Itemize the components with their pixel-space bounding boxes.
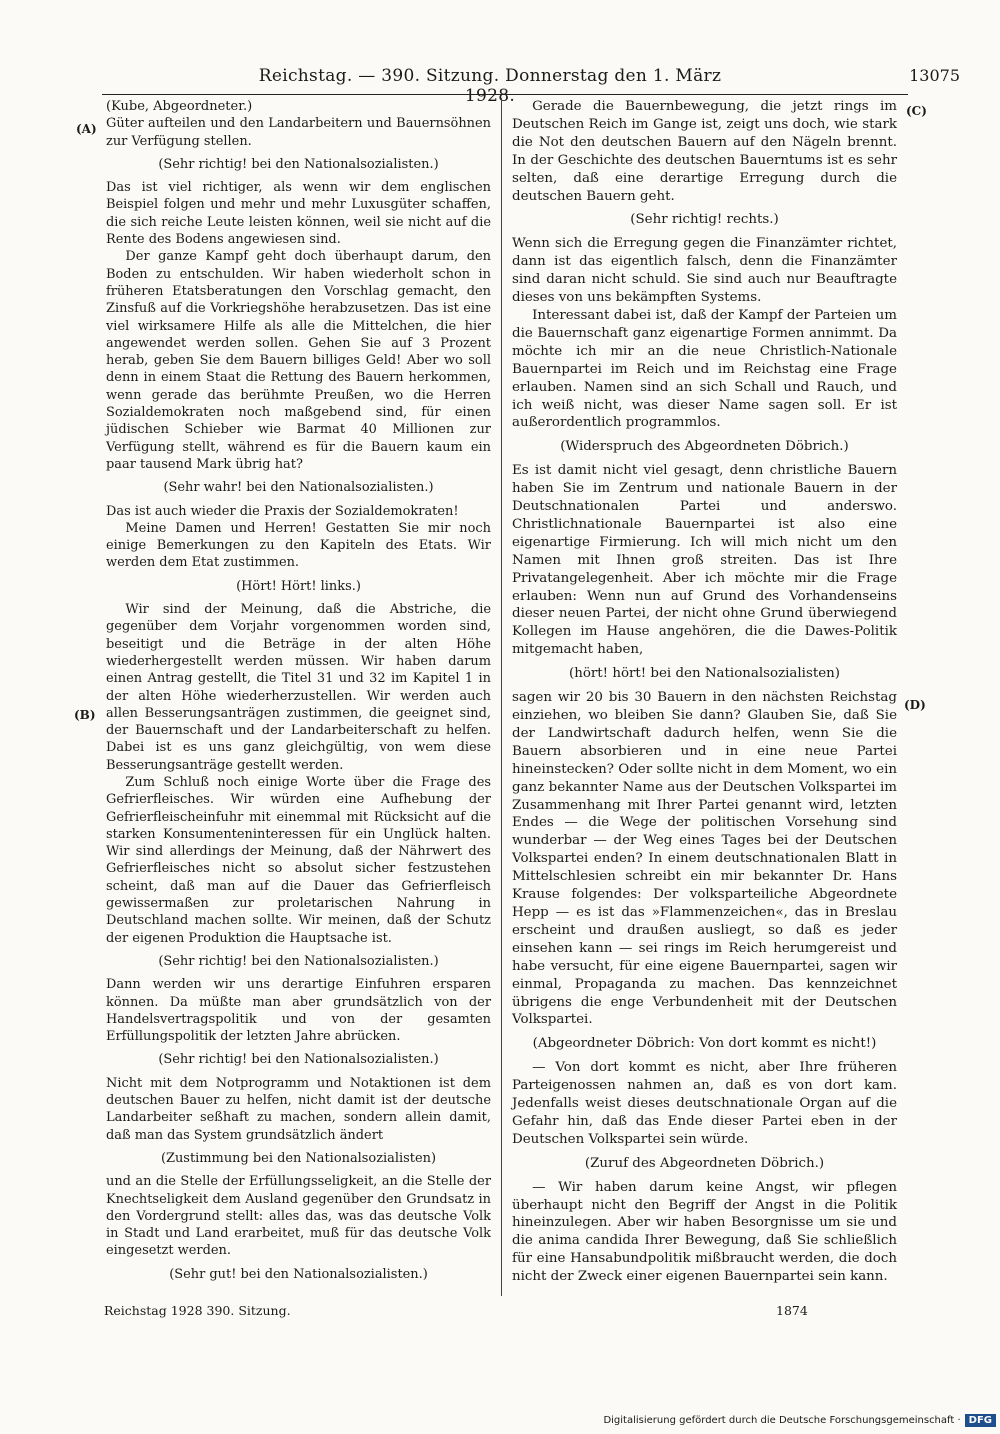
margin-marker-c: (C)	[906, 104, 927, 118]
interjection: (Zuruf des Abgeordneten Döbrich.)	[584, 1155, 825, 1171]
paragraph: Dann werden wir uns derartige Einfuhren ersparen können. Da müßte man aber grundsätzlich von der Handelsvertragspolitik und von der gesamten Erfüllungspolitik der letzten Jahre abrücken.	[106, 977, 491, 1045]
funding-text: Digitalisierung gefördert durch die Deutsche Forschungsgemeinschaft ·	[603, 1415, 961, 1426]
paragraph: Interessant dabei ist, daß der Kampf der Parteien um die Bauernschaft ganz eigenartige Formen annimmt. Da möchte ich mir an die neue Christlich-Nationale Bauernpartei im Reich und im Reichstag eine Frage erlauben. Namen sind an sich Schall und Rauch, und ich weiß nicht, was dieser Name sagen soll. Er ist außerordentlich programmlos.	[512, 307, 897, 431]
paragraph: — Wir haben darum keine Angst, wir pflegen überhaupt nicht den Begriff der Angst in die Politik hineinzulegen. Aber wir haben Besorgnisse um sie und die anima candida Ihrer Bewegung, daß Sie schließlich für eine Hansabundpolitik mißbraucht werden, die doch nicht der Zweck einer eigenen Bauernpartei sein kann.	[512, 1179, 897, 1285]
paragraph: Güter aufteilen und den Landarbeitern und Bauernsöhnen zur Verfügung stellen.	[106, 116, 491, 149]
interjection: (Widerspruch des Abgeordneten Döbrich.)	[560, 439, 849, 455]
interjection: (Abgeordneter Döbrich: Von dort kommt es nicht!)	[532, 1036, 877, 1052]
interjection: (Sehr richtig! rechts.)	[630, 212, 779, 228]
paragraph: Wir sind der Meinung, daß die Abstriche, die gegenüber dem Vorjahr vorgenommen worden sind, beseitigt und die Beträge in der alten Höhe wiederhergestellt werden müssen. Wir haben darum einen Antrag gestellt, die Titel 31 und 32 im Kapitel 1 in der alten Höhe wiederherzustellen. Wir werden auch allen Besserungsanträgen zustimmen, die geeignet sind, der Bauernschaft und der Landarbeiterschaft zu helfen. Dabei ist es uns ganz gleichgültig, von wem diese Besserungsanträge gestellt werden.	[106, 602, 491, 773]
margin-marker-a: (A)	[76, 122, 97, 136]
dfg-logo: DFG	[965, 1414, 996, 1427]
paragraph: — Von dort kommt es nicht, aber Ihre früheren Parteigenossen nahmen an, daß es von dort kam. Jedenfalls weist dieses deutschnationale Organ auf die Gefahr hin, daß das Ende dieser Partei eben in der Deutschen Volkspartei sein würde.	[512, 1060, 897, 1147]
interjection: (hört! hört! bei den Nationalsozialisten)	[568, 666, 840, 682]
interjection: (Zustimmung bei den Nationalsozialisten)	[160, 1150, 437, 1166]
paragraph: Gerade die Bauernbewegung, die jetzt rings im Deutschen Reich im Gange ist, zeigt uns doch, wie stark die Not den deutschen Bauern auf den Nägeln brennt. In der Geschichte des deutschen Bauerntums ist es sehr selten, daß eine derartige Erregung durch die deutschen Bauern geht.	[512, 99, 897, 204]
interjection: (Sehr richtig! bei den Nationalsozialisten.)	[158, 1052, 439, 1068]
speaker-label: (Kube, Abgeordneter.)	[106, 99, 253, 114]
funding-note	[600, 1414, 996, 1427]
paragraph: sagen wir 20 bis 30 Bauern in den nächsten Reichstag einziehen, wo bleiben Sie dann? Glauben Sie, daß Sie der Landwirtschaft dadurch helfen, wenn Sie die Bauern absorbieren und in eine neue Partei hineinstecken? Oder sollte nicht in dem Moment, wo ein ganz bekannter Name aus der Deutschen Volkspartei im Zusammenhang mit Ihrer Partei genannt wird, letzten Endes — die Wege der politischen Vorsehung sind wunderbar — der Weg eines Tages bei der Deutschen Volkspartei enden? In einem deutschnationalen Blatt in Mittelschlesien schreibt ein mir bekannter Dr. Hans Krause folgendes: Der volksparteiliche Abgeordnete Hepp — es ist das »Flammenzeichen«, das in Breslau erscheint und draußen ausliegt, so daß es jeder einsehen kann — sei rings im Reich herumgereist und habe versucht, für eine eigene Bauernpartei, sagen wir einmal, Propaganda zu machen. Das kennzeichnet übrigens die enge Verbundenheit mit der Deutschen Volkspartei.	[512, 690, 897, 1028]
paragraph: und an die Stelle der Erfüllungsseligkeit, an die Stelle der Knechtseligkeit dem Ausland gegenüber den Grundsatz in den Vordergrund stellt: alles das, was das deutsche Volk in Stadt und Land erarbeitet, muß für das deutsche Volk eingesetzt werden.	[106, 1174, 491, 1259]
page-number: 13075	[909, 66, 960, 85]
paragraph: Es ist damit nicht viel gesagt, denn christliche Bauern haben Sie im Zentrum und nationale Bauern in der Deutschnationalen Partei und anderswo. Christlichnationale Bauernpartei ist also eine eigenartige Firmierung. Ich will mich nicht um den Namen mit Ihnen groß streiten. Das ist Ihre Privatangelegenheit. Aber ich möchte mir die Frage erlauben: Wenn nun auf Grund des Vorhandenseins dieser neuen Partei, der nicht ohne Grund überwiegend Kollegen im Hause angehören, die die Dawes-Politik mitgemacht haben,	[512, 463, 897, 658]
paragraph: Das ist auch wieder die Praxis der Sozialdemokraten!	[106, 503, 459, 519]
footer-left: Reichstag 1928 390. Sitzung.	[104, 1303, 291, 1318]
right-column	[512, 98, 897, 1286]
paragraph: Nicht mit dem Notprogramm und Notaktionen ist dem deutschen Bauer zu helfen, nicht damit ist der deutsche Landarbeiter seßhaft zu machen, sondern allein damit, daß man das System grundsätzlich ändert	[106, 1075, 491, 1143]
paragraph: Zum Schluß noch einige Worte über die Frage des Gefrierfleisches. Wir würden eine Aufhebung der Gefrierfleischeinfuhr mit einemmal mit Rücksicht auf die starken Konsumenteninteressen für ein Unglück halten. Wir sind allerdings der Meinung, daß der Nährwert des Gefrierfleisches nicht so absolut sicher festzustehen scheint, daß man auf die Dauer das Gefrierfleisch gewissermaßen zur proletarischen Nahrung in Deutschland machen sollte. Wir meinen, daß der Schutz der eigenen Produktion die Hauptsache ist.	[106, 774, 491, 946]
interjection: (Sehr richtig! bei den Nationalsozialisten.)	[158, 156, 439, 172]
left-column	[106, 98, 491, 1289]
interjection: (Sehr gut! bei den Nationalsozialisten.)	[169, 1266, 428, 1282]
margin-marker-d: (D)	[904, 698, 926, 712]
interjection: (Hört! Hört! links.)	[236, 578, 361, 594]
header-title: Reichstag. — 390. Sitzung. Donnerstag den 1. März 1928.	[258, 66, 722, 106]
column-divider	[501, 98, 502, 1296]
footer-sheet-number: 1874	[776, 1303, 808, 1318]
paragraph: Wenn sich die Erregung gegen die Finanzämter richtet, dann ist das eigentlich falsch, denn die Finanzämter sind daran nicht schuld. Sie sind auch nur Beauftragte dieses von uns bekämpften Systems.	[512, 236, 897, 306]
paragraph: Das ist viel richtiger, als wenn wir dem englischen Beispiel folgen und mehr und mehr Luxusgüter schaffen, die sich reiche Leute leisten können, weil sie nicht auf die Rente des Bodens angewiesen sind.	[106, 180, 491, 248]
paragraph: Meine Damen und Herren! Gestatten Sie mir noch einige Bemerkungen zu den Kapiteln des Etats. Wir werden dem Etat zustimmen.	[106, 520, 491, 571]
interjection: (Sehr wahr! bei den Nationalsozialisten.)	[163, 480, 434, 496]
header-rule	[102, 94, 908, 95]
paragraph: Der ganze Kampf geht doch überhaupt darum, den Boden zu entschulden. Wir haben wiederholt schon in früheren Etatsberatungen den Vorschlag gemacht, den Zinsfuß auf die Vorkriegshöhe herabzusetzen. Das ist eine viel wirksamere Hilfe als alle die Mittelchen, die hier angewendet werden sollen. Gehen Sie auf 3 Prozent herab, geben Sie dem Bauern billiges Geld! Aber wo soll denn in einem Staat die Rettung des Bauern herkommen, wenn gerade das berühmte Preußen, wo die Herren Sozialdemokraten noch maßgebend sind, für einen jüdischen Schieber wie Barmat 40 Millionen zur Verfügung stellt, während es für die Bauern kaum ein paar tausend Mark übrig hat?	[106, 249, 491, 472]
margin-marker-b: (B)	[74, 708, 96, 722]
running-header	[0, 66, 1000, 106]
interjection: (Sehr richtig! bei den Nationalsozialisten.)	[158, 953, 439, 969]
